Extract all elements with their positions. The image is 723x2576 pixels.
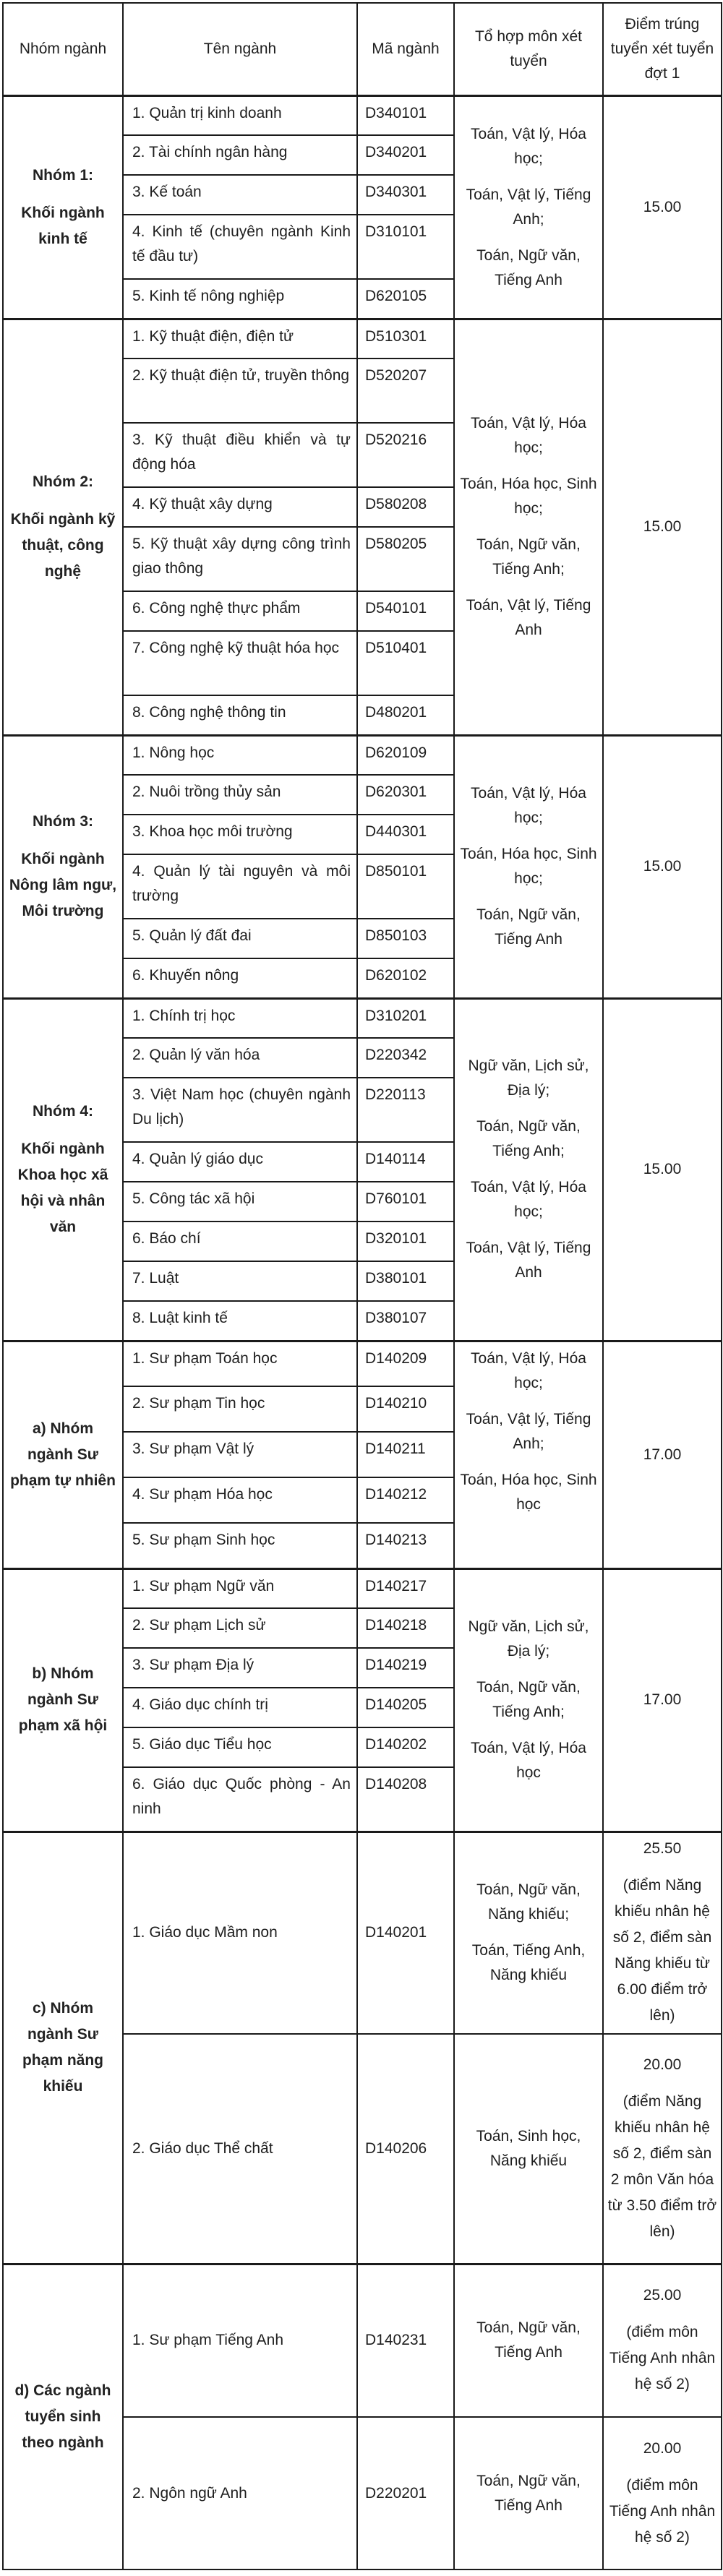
major-name: 1. Sư phạm Tiếng Anh [123, 2264, 357, 2417]
major-code: D510301 [357, 319, 454, 359]
major-name: 4. Quản lý giáo dục [123, 1142, 357, 1182]
header-group: Nhóm ngành [3, 3, 123, 95]
major-code: D760101 [357, 1182, 454, 1222]
major-name: 3. Kỹ thuật điều khiển và tự động hóa [123, 423, 357, 487]
admission-score [603, 2034, 722, 2264]
major-name: 4. Quản lý tài nguyên và môi trường [123, 854, 357, 919]
group-c [3, 1832, 722, 2264]
major-code: D520216 [357, 423, 454, 487]
major-code: D310101 [357, 215, 454, 279]
major-code: D580205 [357, 527, 454, 591]
major-name: 6. Khuyến nông [123, 958, 357, 998]
table-header [3, 3, 722, 95]
major-code: D220342 [357, 1038, 454, 1078]
major-code: D340301 [357, 175, 454, 215]
major-code: D520207 [357, 359, 454, 423]
score-note: (điểm Năng khiếu nhân hệ số 2, điểm sàn Năng khiếu từ 6.00 điểm trở lên) [612, 1877, 712, 2025]
combo: Toán, Ngữ văn, Tiếng Anh; [476, 1118, 581, 1159]
combo: Toán, Ngữ văn, Tiếng Anh [476, 906, 581, 948]
major-name: 2. Giáo dục Thể chất [123, 2034, 357, 2264]
major-name: 5. Quản lý đất đai [123, 919, 357, 958]
admission-score: 15.00 [603, 998, 722, 1341]
admission-score: 15.00 [603, 95, 722, 319]
major-code: D140201 [357, 1832, 454, 2034]
major-name: 3. Sư phạm Vật lý [123, 1432, 357, 1477]
major-name: 1. Chính trị học [123, 998, 357, 1038]
major-name: 5. Giáo dục Tiểu học [123, 1727, 357, 1767]
group-label-line: Khối ngành kỹ thuật, công nghệ [10, 511, 116, 580]
subject-combos [454, 2264, 603, 2417]
subject-combos [454, 1832, 603, 2034]
major-code: D140114 [357, 1142, 454, 1182]
major-name: 6. Báo chí [123, 1222, 357, 1261]
combo: Toán, Hóa học, Sinh học [460, 1471, 597, 1513]
major-name: 5. Sư phạm Sinh học [123, 1523, 357, 1568]
major-code: D140212 [357, 1477, 454, 1523]
group-label-line: b) Nhóm ngành Sư phạm xã hội [18, 1665, 108, 1734]
group-1 [3, 95, 722, 319]
major-name: 3. Sư phạm Địa lý [123, 1648, 357, 1688]
group-d [3, 2264, 722, 2569]
major-code: D380107 [357, 1301, 454, 1341]
header-score: Điểm trúng tuyển xét tuyển đợt 1 [603, 3, 722, 95]
major-code: D140209 [357, 1341, 454, 1386]
table-row [3, 319, 722, 359]
combo: Toán, Vật lý, Tiếng Anh; [466, 1410, 591, 1452]
combo: Toán, Vật lý, Tiếng Anh [466, 1240, 591, 1281]
group-4 [3, 998, 722, 1341]
major-code: D320101 [357, 1222, 454, 1261]
score-value: 20.00 [643, 2439, 682, 2457]
major-code: D340101 [357, 95, 454, 135]
major-code: D220113 [357, 1078, 454, 1142]
table-row [3, 95, 722, 135]
major-name: 5. Kinh tế nông nghiệp [123, 279, 357, 319]
score-value: 25.00 [643, 2287, 682, 2304]
table-row [3, 1832, 722, 2034]
combo: Toán, Vật lý, Hóa học; [471, 125, 586, 167]
combo: Toán, Ngữ văn, Tiếng Anh; [476, 1679, 581, 1720]
combo: Toán, Vật lý, Hóa học; [471, 1179, 586, 1220]
group-2 [3, 319, 722, 735]
group-label-line: Nhóm 1: [33, 166, 93, 184]
admission-score: 15.00 [603, 735, 722, 998]
major-code: D140208 [357, 1767, 454, 1832]
subject-combos [454, 95, 603, 319]
group-label [3, 1832, 123, 2264]
major-code: D480201 [357, 695, 454, 735]
major-code: D310201 [357, 998, 454, 1038]
major-name: 1. Sư phạm Toán học [123, 1341, 357, 1386]
major-name: 5. Kỹ thuật xây dựng công trình giao thông [123, 527, 357, 591]
group-label-line: Nhóm 2: [33, 473, 93, 490]
major-name: 2. Quản lý văn hóa [123, 1038, 357, 1078]
combo: Toán, Ngữ văn, Tiếng Anh; [476, 536, 581, 578]
subject-combos [454, 1568, 603, 1832]
major-name: 6. Giáo dục Quốc phòng - An ninh [123, 1767, 357, 1832]
header-name: Tên ngành [123, 3, 357, 95]
major-code: D340201 [357, 135, 454, 175]
combo: Toán, Vật lý, Hóa học; [471, 415, 586, 456]
major-name: 7. Luật [123, 1261, 357, 1301]
group-label-line: Khối ngành Nông lâm ngư, Môi trường [9, 851, 117, 919]
subject-combos [454, 735, 603, 998]
table-row [3, 2264, 722, 2417]
major-code: D140211 [357, 1432, 454, 1477]
group-label [3, 735, 123, 998]
major-code: D620301 [357, 775, 454, 815]
major-code: D620109 [357, 735, 454, 775]
major-name: 5. Công tác xã hội [123, 1182, 357, 1222]
combo: Toán, Hóa học, Sinh học; [460, 476, 597, 517]
major-name: 3. Khoa học môi trường [123, 815, 357, 854]
major-name: 2. Ngôn ngữ Anh [123, 2417, 357, 2569]
major-code: D140213 [357, 1523, 454, 1568]
subject-combos [454, 319, 603, 735]
subject-combos [454, 998, 603, 1341]
group-label-line: a) Nhóm ngành Sư phạm tự nhiên [10, 1420, 116, 1489]
combo: Toán, Vật lý, Hóa học [471, 1740, 586, 1781]
group-label [3, 2264, 123, 2569]
major-code: D140218 [357, 1608, 454, 1648]
major-code: D220201 [357, 2417, 454, 2569]
subject-combos [454, 2417, 603, 2569]
major-name: 4. Sư phạm Hóa học [123, 1477, 357, 1523]
major-name: 2. Sư phạm Lịch sử [123, 1608, 357, 1648]
major-name: 2. Sư phạm Tin học [123, 1386, 357, 1432]
table-row [3, 1568, 722, 1608]
combo: Ngữ văn, Lịch sử, Địa lý; [468, 1618, 589, 1660]
header-code: Mã ngành [357, 3, 454, 95]
group-b [3, 1568, 722, 1832]
major-name: 7. Công nghệ kỹ thuật hóa học [123, 631, 357, 695]
major-name: 1. Giáo dục Mầm non [123, 1832, 357, 2034]
major-name: 1. Sư phạm Ngữ văn [123, 1568, 357, 1608]
combo: Toán, Vật lý, Hóa học; [471, 1349, 586, 1391]
major-code: D540101 [357, 591, 454, 631]
major-name: 1. Nông học [123, 735, 357, 775]
major-name: 4. Kỹ thuật xây dựng [123, 487, 357, 527]
major-code: D850101 [357, 854, 454, 919]
combo: Toán, Vật lý, Hóa học; [471, 785, 586, 826]
admission-score-table-container [2, 2, 721, 2570]
group-label-line: Khối ngành kinh tế [21, 204, 105, 247]
major-code: D140217 [357, 1568, 454, 1608]
major-code: D380101 [357, 1261, 454, 1301]
combo: Toán, Vật lý, Tiếng Anh; [466, 186, 591, 228]
table-row [3, 1341, 722, 1386]
major-name: 3. Kế toán [123, 175, 357, 215]
admission-score: 17.00 [603, 1341, 722, 1568]
major-name: 6. Công nghệ thực phẩm [123, 591, 357, 631]
admission-score: 17.00 [603, 1568, 722, 1832]
combo: Toán, Ngữ văn, Tiếng Anh [476, 2472, 581, 2514]
score-note: (điểm môn Tiếng Anh nhân hệ số 2) [609, 2476, 716, 2546]
combo: Ngữ văn, Lịch sử, Địa lý; [468, 1057, 589, 1099]
admission-score [603, 1832, 722, 2034]
group-a [3, 1341, 722, 1568]
table-row [3, 998, 722, 1038]
combo: Toán, Ngữ văn, Tiếng Anh [476, 2319, 581, 2361]
group-label [3, 998, 123, 1341]
group-label-line: d) Các ngành tuyển sinh theo ngành [14, 2382, 111, 2451]
combo: Toán, Tiếng Anh, Năng khiếu [471, 1942, 586, 1984]
combo: Toán, Ngữ văn, Tiếng Anh [476, 246, 581, 288]
admission-score-table [2, 2, 722, 2570]
major-code: D580208 [357, 487, 454, 527]
major-code: D140219 [357, 1648, 454, 1688]
combo: Toán, Hóa học, Sinh học; [460, 846, 597, 887]
combo: Toán, Sinh học, Năng khiếu [476, 2127, 581, 2169]
major-name: 2. Tài chính ngân hàng [123, 135, 357, 175]
major-code: D510401 [357, 631, 454, 695]
major-code: D140231 [357, 2264, 454, 2417]
combo: Toán, Ngữ văn, Năng khiếu; [476, 1881, 581, 1923]
major-code: D140205 [357, 1688, 454, 1727]
group-label [3, 1341, 123, 1568]
group-label-line: Nhóm 3: [33, 813, 93, 830]
score-value: 25.50 [643, 1840, 682, 1858]
score-value: 20.00 [643, 2056, 682, 2073]
group-label [3, 95, 123, 319]
major-code: D140206 [357, 2034, 454, 2264]
group-label-line: Nhóm 4: [33, 1103, 93, 1120]
admission-score: 15.00 [603, 319, 722, 735]
major-name: 4. Giáo dục chính trị [123, 1688, 357, 1727]
subject-combos [454, 2034, 603, 2264]
group-3 [3, 735, 722, 998]
score-note: (điểm Năng khiếu nhân hệ số 2, điểm sàn 2 môn Văn hóa từ 3.50 điểm trở lên) [607, 2092, 717, 2240]
admission-score [603, 2264, 722, 2417]
major-name: 8. Luật kinh tế [123, 1301, 357, 1341]
major-name: 2. Nuôi trồng thủy sản [123, 775, 357, 815]
group-label [3, 1568, 123, 1832]
header-combo: Tổ hợp môn xét tuyển [454, 3, 603, 95]
group-label-line: c) Nhóm ngành Sư phạm năng khiếu [22, 2000, 103, 2095]
major-code: D140210 [357, 1386, 454, 1432]
major-name: 4. Kinh tế (chuyên ngành Kinh tế đầu tư) [123, 215, 357, 279]
group-label-line: Khối ngành Khoa học xã hội và nhân văn [17, 1141, 108, 1235]
major-name: 3. Việt Nam học (chuyên ngành Du lịch) [123, 1078, 357, 1142]
major-code: D440301 [357, 815, 454, 854]
major-code: D620105 [357, 279, 454, 319]
subject-combos [454, 1341, 603, 1568]
score-note: (điểm môn Tiếng Anh nhân hệ số 2) [609, 2324, 716, 2393]
major-code: D620102 [357, 958, 454, 998]
major-code: D140202 [357, 1727, 454, 1767]
admission-score [603, 2417, 722, 2569]
table-row [3, 735, 722, 775]
major-name: 2. Kỹ thuật điện tử, truyền thông [123, 359, 357, 423]
major-name: 8. Công nghệ thông tin [123, 695, 357, 735]
major-name: 1. Quản trị kinh doanh [123, 95, 357, 135]
combo: Toán, Vật lý, Tiếng Anh [466, 597, 591, 638]
major-code: D850103 [357, 919, 454, 958]
group-label [3, 319, 123, 735]
major-name: 1. Kỹ thuật điện, điện tử [123, 319, 357, 359]
